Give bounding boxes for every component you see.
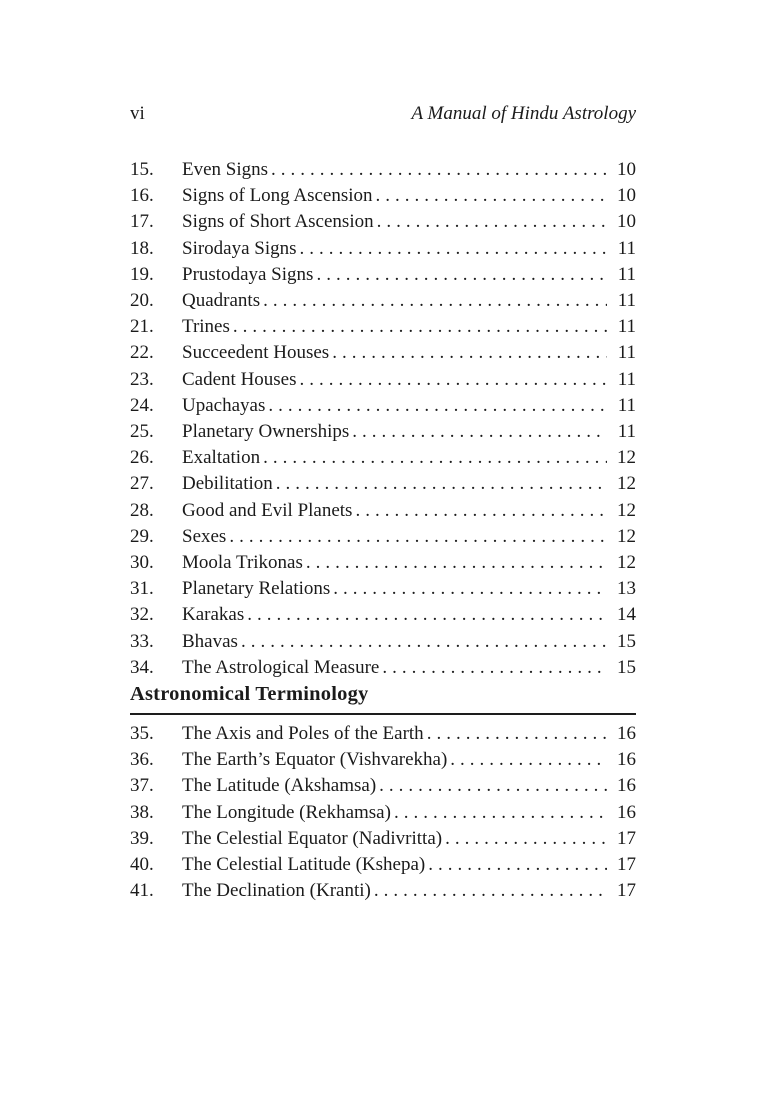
entry-title: Upachayas bbox=[182, 394, 266, 416]
dot-leader bbox=[332, 340, 607, 366]
toc-entry bbox=[130, 445, 636, 471]
toc-entry bbox=[130, 602, 636, 628]
dot-leader bbox=[376, 183, 607, 209]
entry-number: 31. bbox=[130, 578, 154, 600]
entry-page: 17 bbox=[617, 827, 636, 849]
entry-page: 17 bbox=[617, 880, 636, 902]
entry-title: Succeedent Houses bbox=[182, 342, 330, 364]
entry-number: 35. bbox=[130, 723, 154, 745]
toc-entry bbox=[130, 157, 636, 183]
running-title: A Manual of Hindu Astrology bbox=[411, 103, 636, 124]
dot-leader bbox=[352, 419, 607, 445]
book-page bbox=[0, 101, 773, 1101]
entry-number: 29. bbox=[130, 525, 154, 547]
entry-page: 11 bbox=[617, 342, 636, 364]
entry-title: The Celestial Equator (Nadivritta) bbox=[182, 827, 443, 849]
entry-title: The Earth’s Equator (Vishvarekha) bbox=[182, 749, 448, 771]
entry-page: 12 bbox=[617, 525, 636, 547]
entry-title: Quadrants bbox=[182, 290, 261, 312]
dot-leader bbox=[263, 445, 607, 471]
entry-title: The Celestial Latitude (Kshepa) bbox=[182, 854, 426, 876]
toc-entry bbox=[130, 314, 636, 340]
dot-leader bbox=[450, 747, 607, 773]
entry-title: Trines bbox=[182, 316, 230, 338]
entry-page: 15 bbox=[617, 656, 636, 678]
entry-title: The Latitude (Akshamsa) bbox=[182, 775, 377, 797]
entry-number: 34. bbox=[130, 656, 154, 678]
entry-number: 38. bbox=[130, 801, 154, 823]
dot-leader bbox=[276, 471, 607, 497]
toc-entry bbox=[130, 393, 636, 419]
entry-number: 15. bbox=[130, 159, 154, 180]
dot-leader bbox=[427, 721, 607, 747]
entry-title: Bhavas bbox=[182, 630, 238, 652]
toc-entry bbox=[130, 524, 636, 550]
entry-page: 12 bbox=[617, 447, 636, 469]
entry-number: 21. bbox=[130, 316, 154, 338]
entry-page: 12 bbox=[617, 499, 636, 521]
entry-number: 33. bbox=[130, 630, 154, 652]
entry-number: 39. bbox=[130, 827, 154, 849]
entry-title: Planetary Ownerships bbox=[182, 421, 350, 443]
toc-entry bbox=[130, 262, 636, 288]
dot-leader bbox=[379, 773, 607, 799]
entry-title: Karakas bbox=[182, 604, 245, 626]
dot-leader bbox=[374, 878, 607, 904]
toc-entry bbox=[130, 747, 636, 773]
page-header bbox=[130, 101, 636, 126]
entry-page: 16 bbox=[617, 775, 636, 797]
dot-leader bbox=[394, 800, 607, 826]
dot-leader bbox=[377, 209, 607, 235]
entry-number: 26. bbox=[130, 447, 154, 469]
entry-number: 19. bbox=[130, 263, 154, 285]
entry-title: Debilitation bbox=[182, 473, 273, 495]
toc-entry bbox=[130, 236, 636, 262]
toc-entry bbox=[130, 209, 636, 235]
entry-title: Signs of Long Ascension bbox=[182, 185, 373, 207]
entry-title: Signs of Short Ascension bbox=[182, 211, 374, 233]
entry-title: The Longitude (Rekhamsa) bbox=[182, 801, 391, 823]
entry-number: 20. bbox=[130, 290, 154, 312]
entry-page: 11 bbox=[617, 237, 636, 259]
entry-page: 15 bbox=[617, 630, 636, 652]
entry-title: Exaltation bbox=[182, 447, 261, 469]
dot-leader bbox=[382, 655, 607, 681]
toc-entry bbox=[130, 419, 636, 445]
entry-title: Planetary Relations bbox=[182, 578, 331, 600]
dot-leader bbox=[300, 236, 607, 262]
entry-number: 18. bbox=[130, 237, 154, 259]
entry-title: Good and Evil Planets bbox=[182, 499, 353, 521]
toc-list-part2 bbox=[130, 721, 636, 904]
dot-leader bbox=[300, 367, 607, 393]
dot-leader bbox=[445, 826, 607, 852]
dot-leader bbox=[316, 262, 607, 288]
entry-number: 28. bbox=[130, 499, 154, 521]
toc-entry bbox=[130, 826, 636, 852]
entry-title: The Declination (Kranti) bbox=[182, 880, 371, 902]
entry-page: 14 bbox=[617, 604, 636, 626]
entry-number: 24. bbox=[130, 394, 154, 416]
toc-entry bbox=[130, 498, 636, 524]
entry-title: The Axis and Poles of the Earth bbox=[182, 723, 424, 745]
entry-number: 41. bbox=[130, 880, 154, 902]
toc-entry bbox=[130, 655, 636, 681]
entry-number: 23. bbox=[130, 368, 154, 390]
toc-entry bbox=[130, 773, 636, 799]
toc-list-part1 bbox=[130, 157, 636, 681]
section-heading: Astronomical Terminology bbox=[130, 683, 369, 706]
toc-entry bbox=[130, 340, 636, 366]
dot-leader bbox=[247, 602, 607, 628]
entry-number: 37. bbox=[130, 775, 154, 797]
dot-leader bbox=[428, 852, 607, 878]
toc-entry bbox=[130, 852, 636, 878]
entry-page: 16 bbox=[617, 723, 636, 745]
entry-page: 11 bbox=[617, 290, 636, 312]
toc-entry bbox=[130, 183, 636, 209]
entry-page: 16 bbox=[617, 749, 636, 771]
entry-number: 25. bbox=[130, 421, 154, 443]
entry-title: Even Signs bbox=[182, 159, 269, 180]
entry-number: 16. bbox=[130, 185, 154, 207]
toc-entry bbox=[130, 800, 636, 826]
dot-leader bbox=[355, 498, 607, 524]
section-rule bbox=[130, 713, 636, 715]
entry-page: 12 bbox=[617, 473, 636, 495]
toc-entry bbox=[130, 576, 636, 602]
entry-title: Cadent Houses bbox=[182, 368, 297, 390]
entry-page: 11 bbox=[617, 316, 636, 338]
toc-entry bbox=[130, 288, 636, 314]
toc-entry bbox=[130, 629, 636, 655]
entry-number: 17. bbox=[130, 211, 154, 233]
entry-title: Sirodaya Signs bbox=[182, 237, 297, 259]
entry-page: 10 bbox=[617, 159, 636, 180]
dot-leader bbox=[271, 157, 607, 183]
entry-number: 32. bbox=[130, 604, 154, 626]
entry-page: 11 bbox=[617, 394, 636, 416]
entry-page: 11 bbox=[617, 368, 636, 390]
dot-leader bbox=[333, 576, 607, 602]
entry-number: 40. bbox=[130, 854, 154, 876]
dot-leader bbox=[263, 288, 607, 314]
entry-page: 10 bbox=[617, 185, 636, 207]
entry-page: 11 bbox=[617, 421, 636, 443]
entry-page: 16 bbox=[617, 801, 636, 823]
toc-entry bbox=[130, 878, 636, 904]
entry-title: Prustodaya Signs bbox=[182, 263, 314, 285]
dot-leader bbox=[306, 550, 607, 576]
entry-number: 22. bbox=[130, 342, 154, 364]
entry-page: 12 bbox=[617, 552, 636, 574]
entry-page: 13 bbox=[617, 578, 636, 600]
toc-entry bbox=[130, 367, 636, 393]
entry-title: The Astrological Measure bbox=[182, 656, 380, 678]
dot-leader bbox=[241, 629, 607, 655]
entry-page: 11 bbox=[617, 263, 636, 285]
toc-entry bbox=[130, 550, 636, 576]
entry-page: 10 bbox=[617, 211, 636, 233]
dot-leader bbox=[233, 314, 607, 340]
toc-entry bbox=[130, 471, 636, 497]
entry-number: 30. bbox=[130, 552, 154, 574]
entry-number: 36. bbox=[130, 749, 154, 771]
dot-leader bbox=[268, 393, 607, 419]
entry-title: Sexes bbox=[182, 525, 227, 547]
entry-page: 17 bbox=[617, 854, 636, 876]
entry-number: 27. bbox=[130, 473, 154, 495]
toc-entry bbox=[130, 721, 636, 747]
entry-title: Moola Trikonas bbox=[182, 552, 303, 574]
folio-page-number: vi bbox=[130, 103, 145, 124]
dot-leader bbox=[229, 524, 607, 550]
